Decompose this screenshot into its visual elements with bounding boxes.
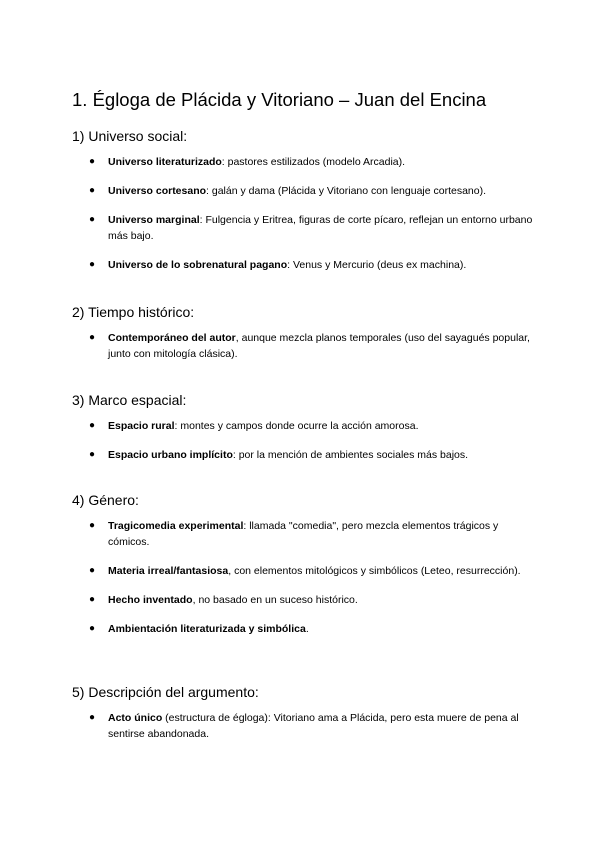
item-bold-text: Universo marginal (108, 214, 200, 226)
item-bold-text: Espacio urbano implícito (108, 449, 233, 461)
section-tiempo-historico (72, 302, 542, 362)
bullet-icon: ● (89, 565, 96, 576)
list-item (72, 621, 542, 637)
item-bold-text: Materia irreal/fantasiosa (108, 565, 229, 577)
section-heading: 4) Género: (72, 492, 139, 508)
section-marco-espacial (72, 390, 542, 463)
item-text: : llamada "comedia", pero mezcla elementos trágicos y cómicos. (108, 520, 499, 548)
item-text: : Fulgencia y Eritrea, figuras de corte pícaro, reflejan un entorno urbano más bajo. (108, 214, 533, 242)
bullet-list (72, 418, 542, 463)
bullet-icon: ● (89, 594, 96, 605)
item-text: . (305, 623, 309, 635)
item-text: , aunque mezcla planos temporales (uso del sayagués popular, junto con mitología clásica). (108, 332, 530, 360)
list-item (72, 418, 542, 434)
item-bold-text: Tragicomedia experimental (108, 520, 244, 532)
item-bold-text: Hecho inventado (108, 594, 193, 606)
item-text: (estructura de égloga): Vitoriano ama a Plácida, pero esta muere de pena al sentirse abandonada. (108, 712, 519, 740)
item-bold-text: Universo cortesano (108, 185, 207, 197)
item-text: : Venus y Mercurio (deus ex machina). (287, 259, 467, 271)
list-item (72, 447, 542, 463)
item-text: : pastores estilizados (modelo Arcadia). (221, 156, 406, 168)
item-bold-text: Contemporáneo del autor (108, 332, 236, 344)
bullet-list (72, 710, 542, 742)
bullet-list (72, 154, 542, 273)
list-item (72, 518, 542, 550)
section-heading: 3) Marco espacial: (72, 392, 187, 408)
section-universo-social (72, 126, 542, 273)
bullet-list (72, 330, 542, 362)
bullet-icon: ● (89, 332, 96, 343)
bullet-icon: ● (89, 214, 96, 225)
list-item (72, 212, 542, 244)
item-text: : montes y campos donde ocurre la acción amorosa. (174, 420, 419, 432)
list-item (72, 710, 542, 742)
bullet-icon: ● (89, 420, 96, 431)
section-heading: 1) Universo social: (72, 128, 188, 144)
item-text: , no basado en un suceso histórico. (192, 594, 358, 606)
bullet-icon: ● (89, 623, 96, 634)
item-bold-text: Ambientación literaturizada y simbólica (108, 623, 306, 635)
list-item (72, 330, 542, 362)
section-heading: 2) Tiempo histórico: (72, 304, 195, 320)
list-item (72, 257, 542, 273)
section-genero (72, 490, 542, 637)
bullet-icon: ● (89, 185, 96, 196)
item-text: , con elementos mitológicos y simbólicos (Leteo, resurrección). (228, 565, 521, 577)
item-bold-text: Universo de lo sobrenatural pagano (108, 259, 288, 271)
item-bold-text: Universo literaturizado (108, 156, 222, 168)
bullet-icon: ● (89, 156, 96, 167)
bullet-icon: ● (89, 520, 96, 531)
list-item (72, 183, 542, 199)
section-descripcion-argumento (72, 682, 542, 742)
bullet-icon: ● (89, 259, 96, 270)
section-heading: 5) Descripción del argumento: (72, 684, 259, 700)
bullet-list (72, 518, 542, 637)
list-item (72, 592, 542, 608)
item-bold-text: Acto único (108, 712, 163, 724)
item-text: : galán y dama (Plácida y Vitoriano con lenguaje cortesano). (206, 185, 487, 197)
list-item (72, 154, 542, 170)
document-title: 1. Égloga de Plácida y Vitoriano – Juan del Encina (72, 89, 487, 110)
item-bold-text: Espacio rural (108, 420, 175, 432)
bullet-icon: ● (89, 449, 96, 460)
item-text: : por la mención de ambientes sociales más bajos. (232, 449, 469, 461)
bullet-icon: ● (89, 712, 96, 723)
list-item (72, 563, 542, 579)
